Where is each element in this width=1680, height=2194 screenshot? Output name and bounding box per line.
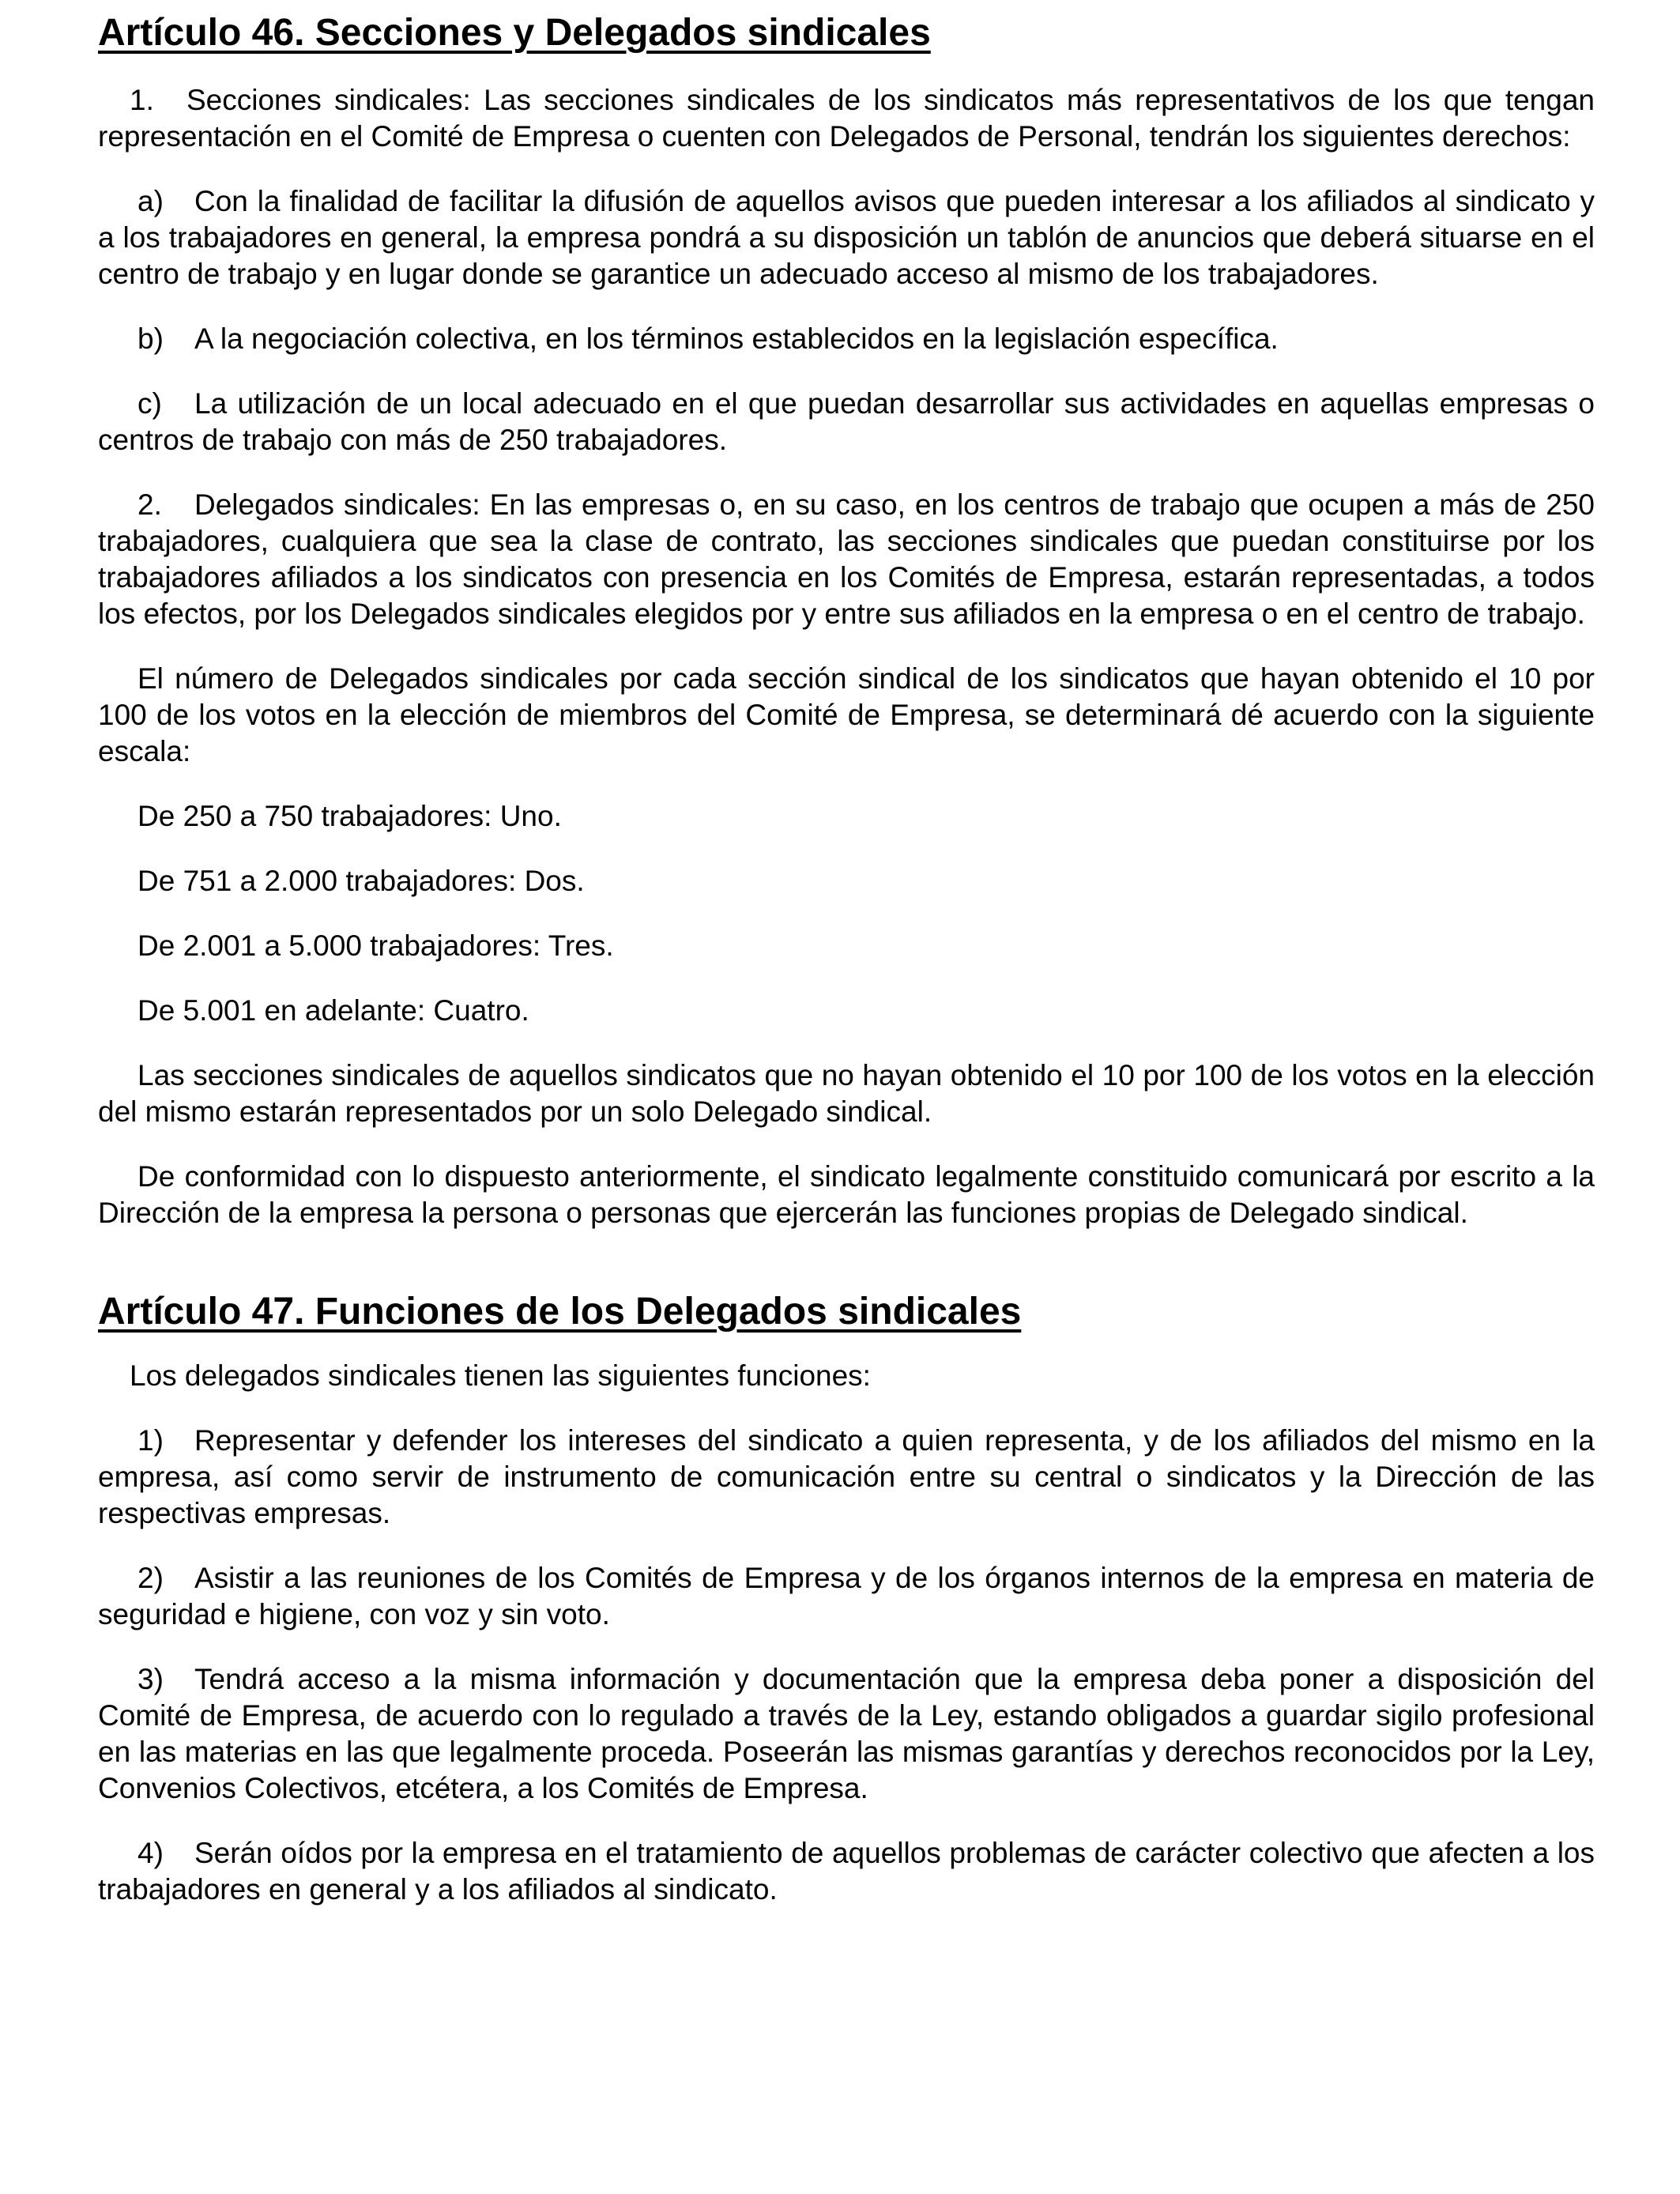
item-text: La utilización de un local adecuado en el que puedan desarrollar sus actividades en aquellas empresas o centros de trabajo con más de 250 trabajadores. — [98, 387, 1595, 456]
item-text: Con la finalidad de facilitar la difusión de aquellos avisos que pueden interesar a los afiliados al sindicato y a los trabajadores en general, la empresa pondrá a su disposición un tablón de anuncios que deberá situarse en el centro de trabajo y en lugar donde se garantice un adecuado acceso al mismo de los trabajadores. — [98, 185, 1595, 290]
function-number: 4) — [137, 1837, 164, 1869]
article-47-function-4 — [98, 1835, 1595, 1908]
document-page — [98, 0, 1595, 1936]
article-46-item-a — [98, 183, 1595, 292]
article-47-intro: Los delegados sindicales tienen las siguientes funciones: — [130, 1359, 871, 1392]
function-text: Asistir a las reuniones de los Comités de Empresa y de los órganos internos de la empresa en materia de seguridad e higiene, con voz y sin voto. — [98, 1562, 1595, 1630]
function-text: Representar y defender los intereses del sindicato a quien representa, y de los afiliados del mismo en la empresa, así como servir de instrumento de comunicación entre su central o sindicatos y la Dirección de las respectivas empresas. — [98, 1424, 1595, 1529]
scale-item: De 2.001 a 5.000 trabajadores: Tres. — [137, 929, 614, 962]
function-text: Serán oídos por la empresa en el tratamiento de aquellos problemas de carácter colectivo que afecten a los trabajadores en general y a los afiliados al sindicato. — [98, 1837, 1595, 1906]
paragraph-number: 1. — [130, 84, 154, 116]
article-46-paragraph-1 — [98, 82, 1595, 155]
paragraph-text: Delegados sindicales: En las empresas o, en su caso, en los centros de trabajo que ocupen a más de 250 trabajadores, cualquiera que sea la clase de contrato, las secciones sindicales que puedan constituirse por los trabajadores afiliados a los sindicatos con presencia en los Comités de Empresa, estarán representadas, a todos los efectos, por los Delegados sindicales elegidos por y entre sus afiliados en la empresa o en el centro de trabajo. — [98, 488, 1595, 630]
article-46-item-c — [98, 386, 1595, 458]
item-letter: b) — [137, 322, 164, 355]
article-47-function-1 — [98, 1423, 1595, 1532]
article-46-paragraph-4: Las secciones sindicales de aquellos sindicatos que no hayan obtenido el 10 por 100 de los votos en la elección del mismo estarán representados por un solo Delegado sindical. — [98, 1059, 1595, 1128]
paragraph-text: Secciones sindicales: Las secciones sindicales de los sindicatos más representativos de los que tengan representación en el Comité de Empresa o cuenten con Delegados de Personal, tendrán los siguientes derechos: — [98, 84, 1595, 153]
article-46-paragraph-2 — [98, 487, 1595, 632]
article-46-paragraph-3: El número de Delegados sindicales por cada sección sindical de los sindicatos que hayan obtenido el 10 por 100 de los votos en la elección de miembros del Comité de Empresa, se determinará dé acuerdo con la siguiente escala: — [98, 662, 1595, 767]
article-47-title: Artículo 47. Funciones de los Delegados sindicales — [98, 1291, 1022, 1333]
item-text: A la negociación colectiva, en los términos establecidos en la legislación específica. — [194, 322, 1279, 355]
function-number: 1) — [137, 1424, 164, 1457]
function-text: Tendrá acceso a la misma información y documentación que la empresa deba poner a disposición del Comité de Empresa, de acuerdo con lo regulado a través de la Ley, estando obligados a guardar sigilo profesional en las materias en las que legalmente proceda. Poseerán las mismas garantías y derechos reconocidos por la Ley, Convenios Colectivos, etcétera, a los Comités de Empresa. — [98, 1663, 1595, 1804]
article-46-title: Artículo 46. Secciones y Delegados sindicales — [98, 12, 931, 54]
function-number: 3) — [137, 1663, 164, 1695]
item-letter: a) — [137, 185, 164, 217]
scale-item: De 5.001 en adelante: Cuatro. — [137, 994, 529, 1027]
article-46-paragraph-5: De conformidad con lo dispuesto anteriormente, el sindicato legalmente constituido comunicará por escrito a la Dirección de la empresa la persona o personas que ejercerán las funciones propias de Delegado sindical. — [98, 1160, 1595, 1229]
article-47-function-3 — [98, 1661, 1595, 1807]
function-number: 2) — [137, 1562, 164, 1594]
scale-item: De 250 a 750 trabajadores: Uno. — [137, 800, 562, 832]
item-letter: c) — [137, 387, 162, 420]
paragraph-number: 2. — [137, 488, 162, 521]
article-47-function-2 — [98, 1560, 1595, 1633]
article-46-item-b — [98, 321, 1595, 357]
scale-item: De 751 a 2.000 trabajadores: Dos. — [137, 865, 585, 897]
